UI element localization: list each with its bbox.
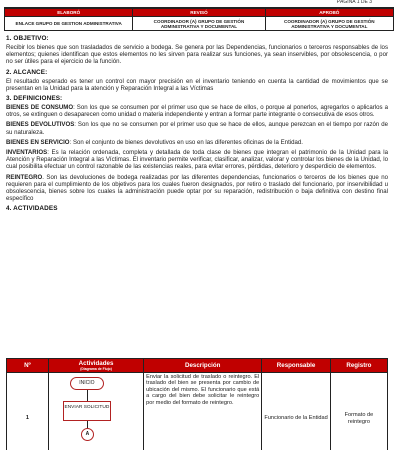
activity-description: Enviar la solicitud de traslado o reintegro. El traslado del bien se presenta por cambio de ubicación del mismo. El funcionario que está a cargo del bien debe solicitar le reintegro por medio del formato de reintegro.: [144, 373, 262, 450]
table-row: [7, 373, 388, 450]
definition-reintegro: [6, 174, 388, 203]
flow-process-box: ENVIAR SOLICITUD: [63, 401, 111, 421]
definition-text: : Son los que se consumen por el primer uso que se hace de ellos, o porque al ponerlos, agregarlos o aplicarlos a otros, se extinguen o desaparecen como unidad o materia independiente y entran a formar parte integrante o consecutiva de esos otros.: [6, 104, 388, 119]
col-header-actividades: [48, 359, 143, 373]
flowchart-cell: [48, 373, 143, 450]
definition-text: : Son el conjunto de bienes devolutivos en uso en las diferentes oficinas de la Entidad.: [69, 138, 303, 146]
col-header-responsable: Responsable: [262, 359, 331, 373]
header-reviso: REVISÓ: [133, 9, 265, 17]
definition-term: BIENES DEVOLUTIVOS: [6, 121, 75, 129]
definition-term: BIENES EN SERVICIO: [6, 138, 70, 146]
flow-start-terminal: INICIO: [70, 377, 104, 390]
value-reviso: COORDINADOR (A) GRUPO DE GESTIÓN ADMINISTRATIVA Y DOCUMENTAL: [133, 17, 265, 31]
header-elaboro: ELABORÓ: [5, 9, 133, 17]
definiciones-title: 3. DEFINICIONES:: [6, 95, 63, 103]
actividades-title: 4. ACTIVIDADES: [6, 205, 58, 213]
activity-responsable: Funcionario de la Entidad: [262, 373, 331, 450]
value-aprobo: COORDINADOR (A) GRUPO DE GESTIÓN ADMINISTRATIVA Y DOCUMENTAL: [265, 17, 393, 31]
definition-text: . Son las devoluciones de bodega realizadas por las diferentes dependencias, funcionarios o terceros de los bienes que no requieren para el cumplimiento de los objetivos para los cuales fueron designados, por retiro o traslado del funcionario, por inservibilidad u obsolescencia, bienes sobre los cuales la administración puede optar por su reparación, redistribución o baja definitiva con destino final específico: [6, 173, 388, 203]
document-body: [6, 32, 388, 214]
header-top-strip: [4, 0, 394, 8]
activity-number: 1: [7, 373, 49, 450]
activities-header-row: [7, 359, 388, 373]
flow-arrow: [87, 421, 88, 428]
definition-bienes-devolutivos: [6, 121, 388, 135]
col-header-descripcion: Descripción: [144, 359, 262, 373]
col-header-actividades-sub: (Diagrama de Flujo): [80, 366, 112, 371]
col-header-actividades-label: Actividades: [78, 359, 114, 367]
alcance-title: 2. ALCANCE:: [6, 68, 48, 76]
objetivo-title: 1. OBJETIVO:: [6, 35, 49, 42]
approvals-header-row: [5, 9, 394, 17]
definition-term: BIENES DE CONSUMO: [6, 104, 74, 112]
flow-arrow: [87, 390, 88, 401]
definition-text: : Son los que no se consumen por el primer uso que se hace de ellos, aunque perezcan en el tiempo por razón de su naturaleza.: [6, 121, 388, 136]
col-header-registro: Registro: [330, 359, 387, 373]
flow-connector: A: [81, 428, 94, 441]
definition-inventarios: [6, 149, 388, 171]
definition-bienes-consumo: [6, 104, 388, 118]
activity-registro: Formato de reintegro: [330, 373, 387, 450]
objetivo-text: Recibir los bienes que son trasladados de servicio a bodega. Se genera por las Dependencias, funcionarios o terceros responsables de los elementos; quienes identifican que estos elementos no les sirven para realizar sus funciones, ya sean inservibles, por obsolescencia, o por no ser útiles para el ejercicio de la función.: [6, 44, 388, 66]
alcance-text: El resultado esperado es tener un control con mayor precisión en el inventario teniendo en cuenta la cantidad de movimientos que se presentan en la Unidad para la atención y Reparación Integral a las Víctimas: [6, 77, 388, 92]
definition-term: REINTEGRO: [6, 173, 43, 181]
activities-table: [6, 358, 388, 450]
definition-term: INVENTARIOS: [6, 149, 48, 157]
col-header-number: Nº: [7, 359, 49, 373]
value-elaboro: ENLACE GRUPO DE GESTION ADMINISTRATIVA: [5, 17, 133, 31]
definition-text: : Es la relación ordenada, completa y detallada de toda clase de bienes que integran el patrimonio de la Unidad para la Atención y Reparación Integral a las Víctimas. El inventario permite verificar, clasificar, analizar, valorar y controlar los bienes de la Unidad, lo cual posibilita efectuar un control razonable de las existencias reales, para evitar errores, pérdidas, deterioro y desperdicio de elementos.: [6, 149, 388, 171]
page-label: PÁGINA 1 DE 3: [336, 0, 372, 5]
approvals-values-row: [5, 17, 394, 31]
definition-bienes-servicio: [6, 139, 388, 146]
approvals-table: [4, 8, 394, 31]
header-aprobo: APROBÓ: [265, 9, 393, 17]
